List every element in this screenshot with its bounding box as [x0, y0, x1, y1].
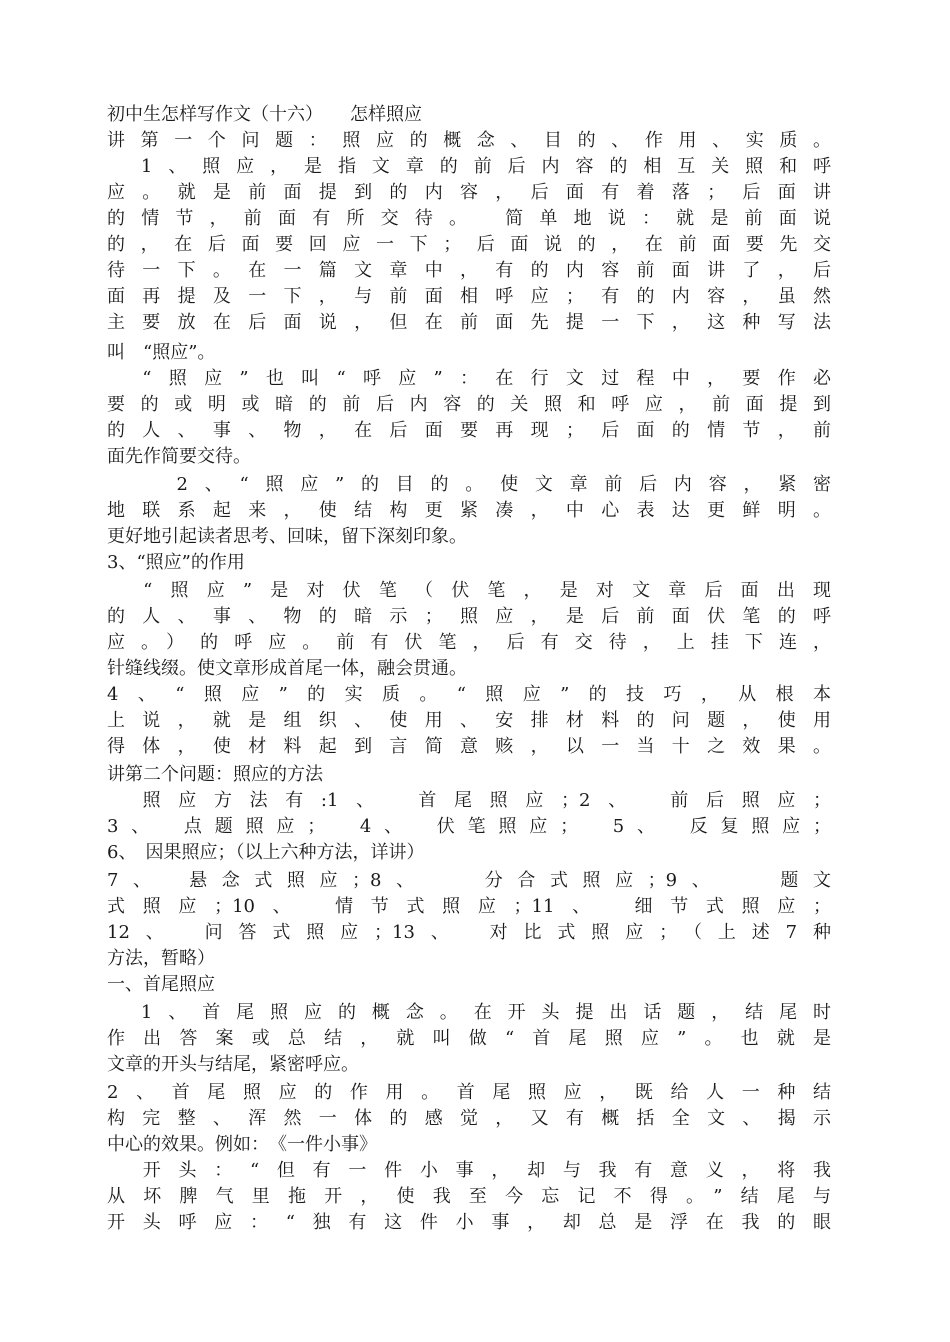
text-line: 应。）的呼应。前有伏笔，后有交待，上挂下连，	[107, 632, 831, 653]
text-line: 式照应；10、 情节式照应；11、 细节式照应；	[107, 896, 831, 917]
text-line: 3、 点题照应； 4、 伏笔照应； 5、 反复照应；	[107, 816, 831, 837]
text-line: 得体，使材料起到言简意赅，以一当十之效果。	[107, 736, 831, 757]
text-line: 从坏脾气里拖开，使我至今忘记不得。”结尾与	[107, 1186, 831, 1207]
text-line: 的，在后面要回应一下；后面说的，在前面要先交	[107, 234, 831, 255]
text-line: 1、照应，是指文章的前后内容的相互关照和呼	[107, 156, 831, 177]
text-line: 中心的效果。例如： 《一件小事》	[107, 1134, 377, 1155]
text-line: 7、 悬念式照应；8、 分合式照应；9、 题文	[107, 870, 831, 891]
text-line: 开头：“但有一件小事，却与我有意义，将我	[107, 1160, 831, 1181]
text-line: 开头呼应：“独有这件小事，却总是浮在我的眼	[107, 1212, 831, 1233]
text-line: 讲第一个问题：照应的概念、目的、作用、实质。	[107, 130, 831, 151]
text-line: 针缝线缀。使文章形成首尾一体，融会贯通。	[107, 658, 467, 679]
text-line: 1、首尾照应的概念。在开头提出话题，结尾时	[107, 1002, 831, 1023]
text-line: “照应”是对伏笔（伏笔，是对文章后面出现	[107, 580, 831, 601]
text-line: 地联系起来，使结构更紧凑，中心表达更鲜明。	[107, 500, 831, 521]
text-line: 6、 因果照应；（以上六种方法，详讲）	[107, 842, 425, 863]
text-line: 要的或明或暗的前后内容的关照和呼应，前面提到	[107, 394, 831, 415]
text-line: 主要放在后面说，但在前面先提一下，这种写法	[107, 312, 831, 333]
text-line: 2、“照应”的目的。使文章前后内容，紧密	[107, 474, 831, 495]
text-line: 上说，就是组织、使用、安排材料的问题，使用	[107, 710, 831, 731]
text-line: 的人、事、物，在后面要再现；后面的情节，前	[107, 420, 831, 441]
section-heading: 一、首尾照应	[107, 974, 215, 995]
section-heading: 3、“照应”的作用	[107, 552, 245, 573]
text-line: 应。就是前面提到的内容，后面有着落；后面讲	[107, 182, 831, 203]
text-line: 待一下。在一篇文章中，有的内容前面讲了，后	[107, 260, 831, 281]
section-heading: 讲第二个问题：照应的方法	[107, 764, 323, 785]
text-line: 的人、事、物的暗示；照应，是后前面伏笔的呼	[107, 606, 831, 627]
text-line: 面先作简要交待。	[107, 446, 251, 467]
text-line: 12、 问答式照应；13、 对比式照应；（上述7种	[107, 922, 831, 943]
text-line: 作出答案或总结，就叫做“首尾照应”。也就是	[107, 1028, 831, 1049]
text-line: 面再提及一下，与前面相呼应；有的内容，虽然	[107, 286, 831, 307]
text-line: 照应方法有:1、 首尾照应；2、 前后照应；	[107, 790, 831, 811]
text-line: “照应”也叫“呼应”：在行文过程中，要作必	[107, 368, 831, 389]
text-line: 的情节，前面有所交待。 简单地说：就是前面说	[107, 208, 831, 229]
text-line: 构完整、浑然一体的感觉，又有概括全文、揭示	[107, 1108, 831, 1129]
text-line: 4、“照应”的实质。“照应”的技巧，从根本	[107, 684, 831, 705]
text-line: 更好地引起读者思考、回味，留下深刻印象。	[107, 526, 467, 547]
text-line: 2、首尾照应的作用。首尾照应，既给人一种结	[107, 1082, 831, 1103]
text-line: 方法，暂略）	[107, 948, 215, 969]
text-line: 文章的开头与结尾，紧密呼应。	[107, 1054, 359, 1075]
text-line: 叫 “照应”。	[107, 342, 216, 363]
document-title: 初中生怎样写作文（十六） 怎样照应	[107, 104, 422, 125]
